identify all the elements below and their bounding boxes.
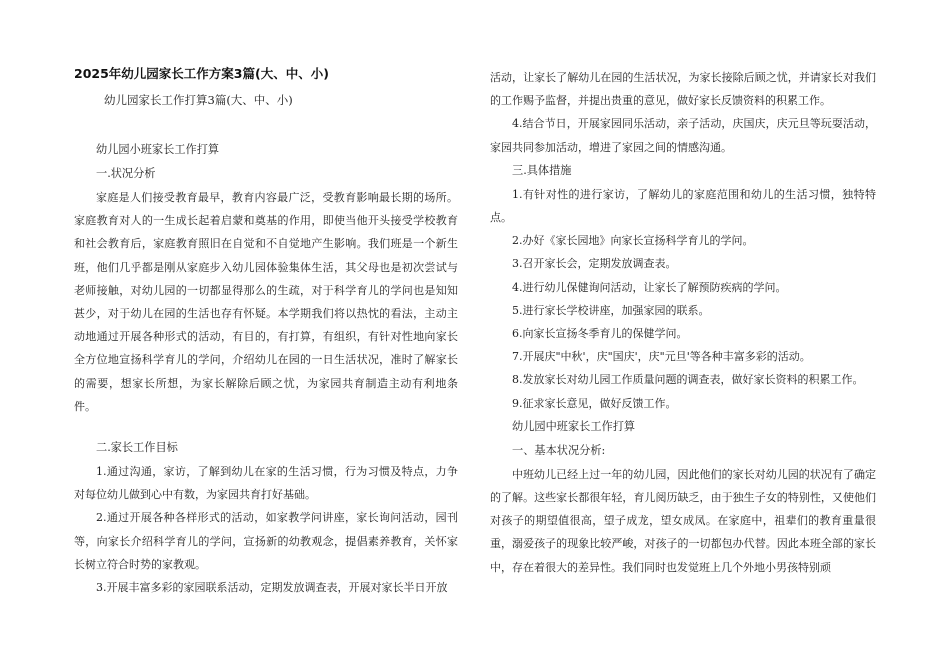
left-column bbox=[74, 66, 458, 599]
measure-item: 1.有针对性的进行家访，了解幼儿的家庭范围和幼儿的生活习惯，独特特点。 bbox=[490, 187, 876, 225]
section-heading-measures: 三.具体措施 bbox=[512, 163, 572, 177]
measure-item: 4.进行幼儿保健询问活动，让家长了解预防疾病的学问。 bbox=[512, 280, 787, 294]
measure-item: 8.发放家长对幼儿园工作质量问题的调查表，做好家长资料的积累工作。 bbox=[512, 373, 864, 387]
measure-item: 2.办好《家长园地》向家长宣扬科学育儿的学问。 bbox=[512, 234, 754, 248]
section-heading-basic-situation: 一、基本状况分析: bbox=[512, 443, 606, 457]
goal-item: 4.结合节日，开展家园同乐活动，亲子活动，庆国庆，庆元旦等玩耍活动，家园共同参加活动，增进了家园之间的情感沟通。 bbox=[490, 117, 876, 154]
section-heading-situation: 一.状况分析 bbox=[96, 167, 156, 180]
measure-item: 6.向家长宣扬冬季育儿的保健学问。 bbox=[512, 327, 688, 341]
right-column bbox=[490, 66, 876, 579]
measure-item: 9.征求家长意见，做好反馈工作。 bbox=[512, 396, 677, 410]
paragraph-situation: 家庭是人们接受教育最早，教育内容最广泛，受教育影响最长期的场所。家庭教育对人的一生成长起着启蒙和奠基的作用，即使当他开头接受学校教育和社会教育后，家庭教育照旧在自觉和不自觉地产生影响。我们班是一个新生班，他们几乎都是刚从家庭步入幼儿园体验集体生活，其父母也是初次尝试与老师接触，对幼儿园的一切都显得那么的生疏，对于科学育儿的学问也是知知甚少，对于幼儿在园的生活也存有怀疑。本学期我们将以热忱的看法，主动主动地通过开展各种形式的活动，有目的，有打算，有组织，有针对性地向家长全方位地宣扬科学育儿的学问，介绍幼儿在园的一日生活状况，准时了解家长的需要，想家长所想，为家长解除后顾之忧，为家园共育制造主动有利地条件。 bbox=[74, 191, 458, 413]
measure-item: 7.开展庆"中秋'，庆"国庆'，庆"元旦'等各种丰富多彩的活动。 bbox=[512, 350, 811, 364]
small-class-plan-title: 幼儿园小班家长工作打算 bbox=[96, 143, 220, 156]
goal-item: 3.开展丰富多彩的家园联系活动，定期发放调查表，开展对家长半日开放 bbox=[96, 581, 448, 595]
goal-item-continued: 活动，让家长了解幼儿在园的生活状况，为家长接除后顾之忧，并请家长对我们的工作赐予监督，并提出贵重的意见，做好家长反馈资料的积累工作。 bbox=[490, 71, 876, 108]
paragraph-basic-situation: 中班幼儿已经上过一年的幼儿园，因此他们的家长对幼儿园的状况有了确定的了解。这些家长都很年轻，育儿阅历缺乏，由于独生子女的特别性，又使他们对孩子的期望值很高，望子成龙，望女成凤。在家庭中，祖辈们的教育重量很重，溺爱孩子的现象比较严峻，对孩子的一切都包办代替。因此本班全部的家长中，存在着很大的差异性。我们同时也发觉班上几个外地小男孩特别顽 bbox=[490, 467, 876, 574]
document-subtitle: 幼儿园家长工作打算3篇(大、中、小) bbox=[104, 93, 293, 107]
middle-class-plan-title: 幼儿园中班家长工作打算 bbox=[512, 419, 636, 433]
section-heading-goals: 二.家长工作目标 bbox=[96, 441, 178, 455]
goal-item: 2.通过开展各种各样形式的活动，如家教学问讲座，家长询问活动，园刊等，向家长介绍科学育儿的学问，宣扬新的幼教观念，提倡素养教育，关怀家长树立符合时势的家教观。 bbox=[74, 511, 458, 571]
measure-item: 3.召开家长会，定期发放调查表。 bbox=[512, 257, 677, 271]
goal-item: 1.通过沟通，家访，了解到幼儿在家的生活习惯，行为习惯及特点，力争对每位幼儿做到心中有数，为家园共育打好基础。 bbox=[74, 465, 458, 502]
measure-item: 5.进行家长学校讲座，加强家园的联系。 bbox=[512, 303, 710, 317]
document-title: 2025年幼儿园家长工作方案3篇(大、中、小) bbox=[74, 66, 329, 81]
